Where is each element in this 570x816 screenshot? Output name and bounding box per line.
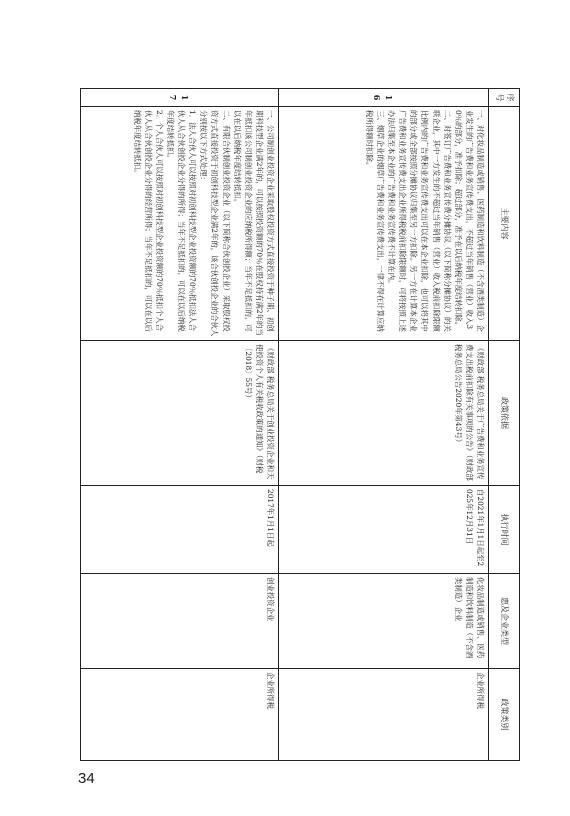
row-tax-type: 企业所得税 [81, 669, 279, 761]
row-period: 自2021年1月1日起至2025年12月31日 [279, 486, 489, 574]
header-basis: 政策依据 [489, 341, 520, 486]
header-tax-type: 政策类别 [489, 669, 520, 761]
row-content [81, 107, 279, 341]
header-seq: 序号 [489, 89, 520, 107]
table-row [81, 89, 279, 761]
table-header-row [489, 89, 520, 761]
row-content [279, 107, 489, 341]
content-paragraph: 二、对签订广告费和业务宣传费分摊协议（以下简称分摊协议）的关联企业，其中一方发生的不超过当年销售（营业）收入税前扣除限额比例内的广告费和业务宣传费支出可以在本企业扣除，也可以将其中的部分或全部按照分摊协议归集至另一方扣除。另一方在计算本企业广告费和业务宣传费支出企业所得税税前扣除限额时，可将按照上述办法归集至本企业的广告费和业务宣传费不计算在内。 [387, 110, 452, 332]
row-index: 16 [279, 89, 489, 107]
row-period: 2017年1月1日起 [81, 486, 279, 574]
content-paragraph: 三、烟草企业的烟草广告费和业务宣传费支出，一律不得在计算应纳税所得额时扣除。 [364, 110, 386, 332]
row-beneficiary: 创业投资企业 [81, 574, 279, 669]
header-content: 主要内容 [489, 107, 520, 341]
row-index: 17 [81, 89, 279, 107]
content-paragraph: 1．法人合伙人可以按照对初创科技型企业投资额的70％抵扣法人合伙人从合伙创投企业分得的所得；当年不足抵扣的，可以在以后纳税年度结转抵扣。 [166, 110, 198, 332]
content-paragraph: 二、有限合伙制创业投资企业（以下简称合伙创投企业）采取股权投资方式直接投资于初创科技型企业满2年的，该合伙创投企业的合伙人分别按以下方式处理： [199, 110, 231, 337]
header-beneficiary: 惠及企业类型 [489, 574, 520, 669]
row-tax-type: 企业所得税 [279, 669, 489, 761]
page-number: 34 [78, 770, 95, 787]
content-paragraph: 一、对化妆品制造或销售、医药制造和饮料制造（不含酒类制造）企业发生的广告费和业务宣传费支出，不超过当年销售（营业）收入30％的部分，准予扣除；超过部分，准予在以后纳税年度结转扣除。 [453, 110, 485, 332]
row-basis: 《财政部 税务总局关于广告费和业务宣传费支出税前扣除有关事项的公告》（财政部 税务总局公告2020年第43号） [279, 341, 489, 486]
policy-table [80, 88, 520, 761]
content-paragraph: 2．个人合伙人可以按照对初创科技型企业投资额的70％抵扣个人合伙人从合伙创投企业分得的经营所得；当年不足抵扣的，可以在以后纳税年度结转抵扣。 [132, 110, 164, 332]
row-beneficiary: 化妆品制造或销售、医药制造和饮料制造（不含酒类制造）企业 [279, 574, 489, 669]
table-row [279, 89, 489, 761]
row-basis: 《财政部 税务总局关于创业投资企业和天使投资个人有关税收政策的通知》（财税〔2018〕55号） [81, 341, 279, 486]
rotated-table-container [80, 88, 520, 760]
content-paragraph: 一、公司制创业投资企业采取股权投资方式直接投资于种子期、初创期科技型企业满2年的，可以按照投资额的70％在股权持有满2年的当年抵扣该公司制创业投资企业的应纳税所得额；当年不足抵扣的，可以在以后纳税年度结转抵扣。 [232, 110, 275, 336]
header-period: 执行时间 [489, 486, 520, 574]
